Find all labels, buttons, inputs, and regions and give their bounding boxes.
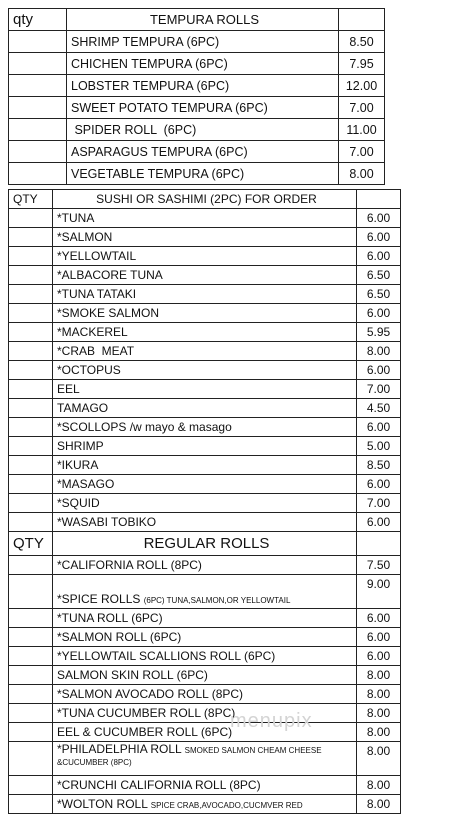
item-name: *CALIFORNIA ROLL (8PC) — [53, 556, 357, 575]
table-row — [9, 399, 401, 418]
item-name: *MACKEREL — [53, 323, 357, 342]
qty-cell — [9, 475, 53, 494]
item-name: *OCTOPUS — [53, 361, 357, 380]
item-price: 8.00 — [339, 163, 385, 185]
qty-cell — [9, 163, 67, 185]
table-row — [9, 285, 401, 304]
sushi-header-row — [9, 190, 401, 209]
qty-cell — [9, 556, 53, 575]
table-row — [9, 456, 401, 475]
qty-cell — [9, 342, 53, 361]
qty-cell — [9, 361, 53, 380]
item-price: 11.00 — [339, 119, 385, 141]
qty-cell — [9, 323, 53, 342]
table-row — [9, 647, 401, 666]
item-note: (6PC) TUNA,SALMON,OR YELLOWTAIL — [143, 596, 291, 605]
table-row — [9, 75, 385, 97]
item-name: *SQUID — [53, 494, 357, 513]
table-row — [9, 494, 401, 513]
table-row — [9, 704, 401, 723]
sushi-title: SUSHI OR SASHIMI (2PC) FOR ORDER — [53, 190, 357, 209]
table-row — [9, 556, 401, 575]
regular-qty-header: QTY — [9, 532, 53, 556]
table-row — [9, 723, 401, 742]
qty-cell — [9, 437, 53, 456]
item-price: 7.00 — [357, 494, 401, 513]
item-price: 7.00 — [339, 141, 385, 163]
table-row — [9, 361, 401, 380]
item-price: 6.50 — [357, 266, 401, 285]
item-name: *TUNA ROLL (6PC) — [53, 609, 357, 628]
qty-cell — [9, 418, 53, 437]
qty-cell — [9, 266, 53, 285]
item-name: *SALMON — [53, 228, 357, 247]
table-row — [9, 795, 401, 814]
table-row — [9, 380, 401, 399]
qty-cell — [9, 399, 53, 418]
item-price: 6.00 — [357, 209, 401, 228]
table-row — [9, 575, 401, 609]
qty-cell — [9, 666, 53, 685]
regular-title: REGULAR ROLLS — [53, 532, 357, 556]
table-row — [9, 141, 385, 163]
table-row — [9, 163, 385, 185]
qty-cell — [9, 97, 67, 119]
item-price: 8.00 — [357, 342, 401, 361]
item-name: SPIDER ROLL (6PC) — [67, 119, 339, 141]
item-price: 6.00 — [357, 475, 401, 494]
qty-cell — [9, 742, 53, 776]
item-price: 6.50 — [357, 285, 401, 304]
item-name: *CRUNCHI CALIFORNIA ROLL (8PC) — [53, 776, 357, 795]
qty-cell — [9, 795, 53, 814]
item-price: 6.00 — [357, 304, 401, 323]
item-name: *CRAB MEAT — [53, 342, 357, 361]
table-row — [9, 266, 401, 285]
item-name: ASPARAGUS TEMPURA (6PC) — [67, 141, 339, 163]
item-name: CHICHEN TEMPURA (6PC) — [67, 53, 339, 75]
table-row — [9, 53, 385, 75]
qty-cell — [9, 228, 53, 247]
table-row — [9, 628, 401, 647]
table-row — [9, 247, 401, 266]
item-name-cell — [53, 795, 357, 814]
item-name: *MASAGO — [53, 475, 357, 494]
item-name: SWEET POTATO TEMPURA (6PC) — [67, 97, 339, 119]
item-note: SPICE CRAB,AVOCADO,CUCMVER RED — [150, 801, 303, 810]
qty-cell — [9, 685, 53, 704]
item-price: 7.95 — [339, 53, 385, 75]
item-name: SALMON SKIN ROLL (6PC) — [53, 666, 357, 685]
qty-cell — [9, 141, 67, 163]
item-name: *TUNA CUCUMBER ROLL (8PC) — [53, 704, 357, 723]
item-price: 6.00 — [357, 609, 401, 628]
item-name: *SCOLLOPS /w mayo & masago — [53, 418, 357, 437]
qty-cell — [9, 575, 53, 609]
table-row — [9, 31, 385, 53]
item-name: EEL & CUCUMBER ROLL (6PC) — [53, 723, 357, 742]
item-name: *ALBACORE TUNA — [53, 266, 357, 285]
item-name: VEGETABLE TEMPURA (6PC) — [67, 163, 339, 185]
qty-cell — [9, 285, 53, 304]
qty-cell — [9, 119, 67, 141]
regular-rolls-table — [8, 531, 401, 814]
qty-cell — [9, 456, 53, 475]
qty-cell — [9, 31, 67, 53]
table-row — [9, 776, 401, 795]
item-price: 8.00 — [357, 666, 401, 685]
item-price: 6.00 — [357, 228, 401, 247]
item-note: SMOKED SALMON CHEAM CHEESE &CUCUMBER (8PC) — [57, 746, 322, 767]
item-price: 7.00 — [339, 97, 385, 119]
item-price: 8.00 — [357, 704, 401, 723]
item-price: 4.50 — [357, 399, 401, 418]
tempura-qty-header: qty — [9, 9, 67, 31]
item-price: 6.00 — [357, 418, 401, 437]
item-price: 8.00 — [357, 776, 401, 795]
item-name: *YELLOWTAIL SCALLIONS ROLL (6PC) — [53, 647, 357, 666]
table-row — [9, 97, 385, 119]
qty-cell — [9, 609, 53, 628]
item-name: *PHILADELPHIA ROLL — [57, 742, 185, 756]
qty-cell — [9, 209, 53, 228]
table-row — [9, 685, 401, 704]
item-name: *IKURA — [53, 456, 357, 475]
item-name-cell — [53, 575, 357, 609]
tempura-rolls-table — [8, 8, 385, 185]
table-row — [9, 209, 401, 228]
item-price: 8.00 — [357, 742, 401, 776]
table-row — [9, 742, 401, 776]
item-price: 6.00 — [357, 513, 401, 532]
item-price: 12.00 — [339, 75, 385, 97]
qty-cell — [9, 304, 53, 323]
qty-cell — [9, 53, 67, 75]
item-price: 8.00 — [357, 723, 401, 742]
table-row — [9, 437, 401, 456]
item-name: *YELLOWTAIL — [53, 247, 357, 266]
qty-cell — [9, 628, 53, 647]
table-row — [9, 228, 401, 247]
item-price: 6.00 — [357, 247, 401, 266]
item-name: *SALMON AVOCADO ROLL (8PC) — [53, 685, 357, 704]
item-name: *WOLTON ROLL — [57, 797, 151, 811]
qty-cell — [9, 723, 53, 742]
item-price: 6.00 — [357, 361, 401, 380]
tempura-title: TEMPURA ROLLS — [67, 9, 339, 31]
item-price: 5.95 — [357, 323, 401, 342]
item-price: 8.50 — [339, 31, 385, 53]
table-row — [9, 304, 401, 323]
qty-cell — [9, 776, 53, 795]
table-row — [9, 342, 401, 361]
tempura-price-header — [339, 9, 385, 31]
item-name: EEL — [53, 380, 357, 399]
table-row — [9, 666, 401, 685]
qty-cell — [9, 380, 53, 399]
qty-cell — [9, 494, 53, 513]
tempura-header-row — [9, 9, 385, 31]
sushi-qty-header: QTY — [9, 190, 53, 209]
item-price: 9.00 — [357, 575, 401, 609]
item-price: 8.00 — [357, 795, 401, 814]
item-name: *WASABI TOBIKO — [53, 513, 357, 532]
item-name-cell — [53, 742, 357, 776]
item-name: LOBSTER TEMPURA (6PC) — [67, 75, 339, 97]
sushi-sashimi-table — [8, 189, 401, 532]
item-name: TAMAGO — [53, 399, 357, 418]
qty-cell — [9, 247, 53, 266]
qty-cell — [9, 647, 53, 666]
qty-cell — [9, 704, 53, 723]
item-name: *TUNA TATAKI — [53, 285, 357, 304]
qty-cell — [9, 75, 67, 97]
item-name: SHRIMP TEMPURA (6PC) — [67, 31, 339, 53]
table-row — [9, 609, 401, 628]
item-price: 6.00 — [357, 628, 401, 647]
item-price: 5.00 — [357, 437, 401, 456]
item-price: 7.00 — [357, 380, 401, 399]
item-price: 6.00 — [357, 647, 401, 666]
regular-header-row — [9, 532, 401, 556]
regular-price-header — [357, 532, 401, 556]
table-row — [9, 323, 401, 342]
item-name: *SALMON ROLL (6PC) — [53, 628, 357, 647]
item-price: 8.50 — [357, 456, 401, 475]
table-row — [9, 418, 401, 437]
watermark-logo: menupix — [230, 710, 313, 732]
item-price: 7.50 — [357, 556, 401, 575]
item-name: *SPICE ROLLS — [57, 592, 144, 606]
sushi-price-header — [357, 190, 401, 209]
table-row — [9, 119, 385, 141]
table-row — [9, 475, 401, 494]
item-name: *SMOKE SALMON — [53, 304, 357, 323]
qty-cell — [9, 513, 53, 532]
item-price: 8.00 — [357, 685, 401, 704]
item-name: *TUNA — [53, 209, 357, 228]
item-name: SHRIMP — [53, 437, 357, 456]
table-row — [9, 513, 401, 532]
